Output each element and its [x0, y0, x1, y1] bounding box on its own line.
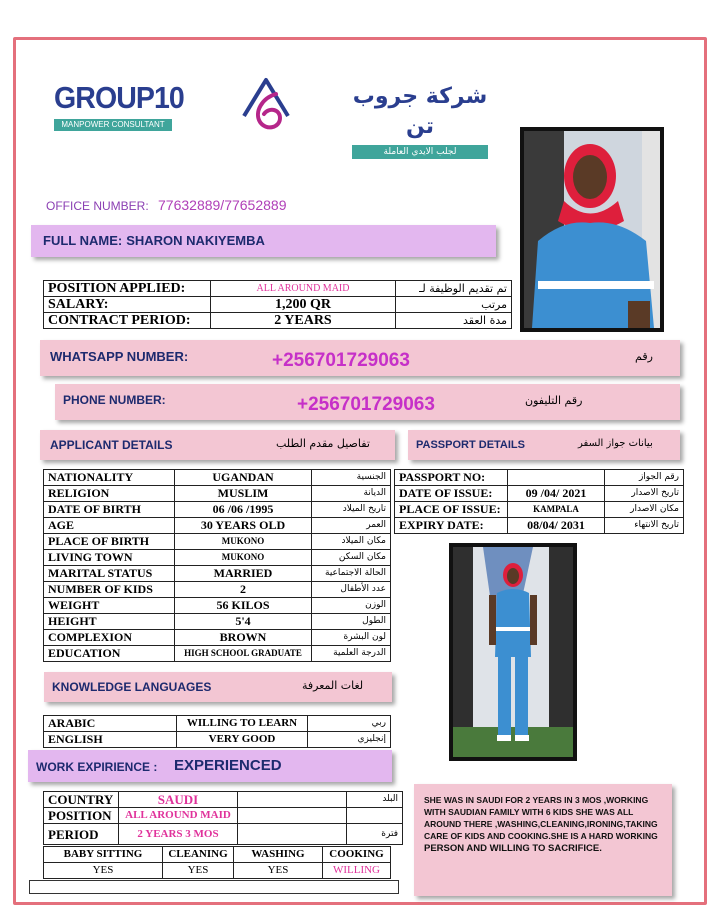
applicant-ar: الديانة [312, 486, 391, 502]
skill-header: WASHING [234, 847, 323, 863]
passport-details-title: PASSPORT DETAILS [416, 439, 525, 451]
applicant-table [43, 469, 391, 662]
phone-value: +256701729063 [297, 394, 435, 415]
applicant-label: COMPLEXION [44, 630, 175, 646]
table-row [44, 863, 391, 879]
applicant-value: BROWN [175, 630, 312, 646]
contract-label: CONTRACT PERIOD: [44, 313, 211, 329]
office-number-value: 77632889/77652889 [158, 197, 287, 213]
work-empty-cell [238, 808, 347, 824]
passport-value [508, 470, 605, 486]
applicant-value: 30 YEARS OLD [175, 518, 312, 534]
applicant-value: 06 /06 /1995 [175, 502, 312, 518]
table-row [44, 630, 391, 646]
arabic-tagline: لجلب الايدي العاملة [352, 145, 488, 159]
applicant-value: MUKONO [175, 534, 312, 550]
work-position-label: POSITION [44, 808, 119, 824]
skill-header: COOKING [323, 847, 391, 863]
empty-signature-box [29, 880, 399, 894]
applicant-value: 2 [175, 582, 312, 598]
table-row [44, 847, 391, 863]
skill-value: YES [234, 863, 323, 879]
whatsapp-bar [40, 340, 680, 376]
language-arabic-level: WILLING TO LEARN [177, 716, 308, 732]
applicant-value: UGANDAN [175, 470, 312, 486]
passport-table [394, 469, 684, 534]
passport-ar: تاريخ الاصدار [605, 486, 684, 502]
languages-title: KNOWLEDGE LANGUAGES [52, 680, 212, 694]
position-value: ALL AROUND MAID [211, 281, 396, 297]
applicant-label: HEIGHT [44, 614, 175, 630]
applicant-label: EDUCATION [44, 646, 175, 662]
applicant-details-title: APPLICANT DETAILS [50, 438, 173, 452]
applicant-label: NUMBER OF KIDS [44, 582, 175, 598]
passport-details-title-ar: بيانات جواز السفر [578, 438, 653, 449]
position-ar: تم تقديم الوظيفة لـ [396, 281, 512, 297]
skill-value: WILLING [323, 863, 391, 879]
work-position-value: ALL AROUND MAID [119, 808, 238, 824]
table-row [44, 534, 391, 550]
full-name-label: FULL NAME: [43, 233, 123, 248]
table-row [44, 281, 512, 297]
passport-ar: تاريخ الانتهاء [605, 518, 684, 534]
applicant-ar: تاريخ الميلاد [312, 502, 391, 518]
table-row [44, 486, 391, 502]
applicant-label: PLACE OF BIRTH [44, 534, 175, 550]
table-row [44, 313, 512, 329]
table-row [44, 297, 512, 313]
group10-tagline: MANPOWER CONSULTANT [54, 119, 172, 131]
table-row [44, 502, 391, 518]
work-table [43, 791, 403, 845]
contract-ar: مدة العقد [396, 313, 512, 329]
table-row [44, 566, 391, 582]
whatsapp-ar: رقم [635, 350, 653, 363]
work-position-ar [347, 808, 403, 824]
skills-table [43, 846, 391, 879]
group10-wordmark: GROUP10 [54, 80, 184, 115]
applicant-label: AGE [44, 518, 175, 534]
phone-bar [55, 384, 680, 420]
skill-value: YES [44, 863, 163, 879]
phone-ar: رقم التليفون [525, 394, 583, 407]
portrait-illustration [524, 131, 660, 328]
passport-label: PASSPORT NO: [395, 470, 508, 486]
table-row [44, 470, 391, 486]
applicant-value: 56 KILOS [175, 598, 312, 614]
passport-ar: رقم الجواز [605, 470, 684, 486]
applicant-details-title-ar: تفاصيل مقدم الطلب [276, 437, 370, 450]
work-experience-value: EXPERIENCED [174, 757, 282, 774]
work-country-value: SAUDI [119, 792, 238, 808]
table-row [395, 518, 684, 534]
applicant-label: MARITAL STATUS [44, 566, 175, 582]
passport-label: EXPIRY DATE: [395, 518, 508, 534]
passport-value: KAMPALA [508, 502, 605, 518]
passport-label: DATE OF ISSUE: [395, 486, 508, 502]
table-row [44, 646, 391, 662]
skill-value: YES [163, 863, 234, 879]
applicant-label: DATE OF BIRTH [44, 502, 175, 518]
applicant-label: RELIGION [44, 486, 175, 502]
applicant-details-header [40, 430, 395, 460]
table-row [44, 824, 403, 845]
salary-label: SALARY: [44, 297, 211, 313]
contract-value: 2 YEARS [211, 313, 396, 329]
full-name-value: SHARON NAKIYEMBA [126, 233, 265, 248]
office-number-label: OFFICE NUMBER: [46, 199, 149, 213]
skill-header: BABY SITTING [44, 847, 163, 863]
applicant-ar: الدرجة العلمية [312, 646, 391, 662]
applicant-value: HIGH SCHOOL GRADUATE [175, 646, 312, 662]
table-row [44, 792, 403, 808]
language-english-ar: إنجليزي [308, 732, 391, 748]
notes-text: SHE WAS IN SAUDI FOR 2 YEARS IN 3 MOS ,WORKING WITH SAUDIAN FAMILY WITH 6 KIDS SHE WAS ALL AROUND THERE ,WASHING,CLEANING,IRONING,TAKING CARE OF KIDS AND COOKING.SHE IS A HARD WORKING [424, 795, 658, 841]
position-label: POSITION APPLIED: [44, 281, 211, 297]
applicant-label: WEIGHT [44, 598, 175, 614]
table-row [44, 732, 391, 748]
applicant-ar: الطول [312, 614, 391, 630]
group10-logo [54, 80, 184, 132]
full-body-illustration [453, 547, 573, 757]
applicant-ar: الحالة الاجتماعية [312, 566, 391, 582]
applicant-value: MARRIED [175, 566, 312, 582]
applicant-ar: مكان الميلاد [312, 534, 391, 550]
applicant-ar: الجنسية [312, 470, 391, 486]
applicant-label: LIVING TOWN [44, 550, 175, 566]
whatsapp-value: +256701729063 [272, 350, 410, 371]
applicant-ar: العمر [312, 518, 391, 534]
work-experience-bar [28, 750, 392, 782]
notes-text-end: PERSON AND WILLING TO SACRIFICE. [424, 843, 602, 854]
work-period-value: 2 YEARS 3 MOS [119, 824, 238, 845]
work-period-label: PERIOD [44, 824, 119, 845]
applicant-ar: الوزن [312, 598, 391, 614]
passport-ar: مكان الاصدار [605, 502, 684, 518]
passport-value: 09 /04/ 2021 [508, 486, 605, 502]
applicant-ar: مكان السكن [312, 550, 391, 566]
table-row [44, 598, 391, 614]
work-country-ar: البلد [347, 792, 403, 808]
table-row [395, 502, 684, 518]
portrait-photo [520, 127, 664, 332]
table-row [395, 486, 684, 502]
passport-details-header [408, 430, 680, 460]
applicant-value: MUSLIM [175, 486, 312, 502]
passport-value: 08/04/ 2031 [508, 518, 605, 534]
skill-header: CLEANING [163, 847, 234, 863]
passport-label: PLACE OF ISSUE: [395, 502, 508, 518]
full-body-photo [449, 543, 577, 761]
language-english-level: VERY GOOD [177, 732, 308, 748]
table-row [44, 550, 391, 566]
table-row [44, 614, 391, 630]
applicant-ar: عدد الأطفال [312, 582, 391, 598]
notes-box [414, 784, 672, 896]
work-period-ar: فترة [347, 824, 403, 845]
full-name-bar [31, 225, 496, 257]
salary-ar: مرتب [396, 297, 512, 313]
work-experience-label: WORK EXPIRIENCE : [36, 760, 158, 774]
languages-header [44, 672, 392, 702]
arabic-logo [352, 82, 488, 157]
applicant-label: NATIONALITY [44, 470, 175, 486]
languages-title-ar: لغات المعرفة [302, 679, 364, 692]
languages-table [43, 715, 391, 748]
applicant-value: MUKONO [175, 550, 312, 566]
position-table [43, 280, 512, 329]
language-arabic-ar: ربي [308, 716, 391, 732]
table-row [44, 716, 391, 732]
table-row [44, 582, 391, 598]
salary-value: 1,200 QR [211, 297, 396, 313]
arabic-company-name: شركة جروب تن [352, 84, 488, 139]
phone-label: PHONE NUMBER: [63, 393, 166, 407]
language-english: ENGLISH [44, 732, 177, 748]
table-row [395, 470, 684, 486]
work-country-label: COUNTRY [44, 792, 119, 808]
whatsapp-label: WHATSAPP NUMBER: [50, 349, 189, 364]
table-row [44, 808, 403, 824]
table-row [44, 518, 391, 534]
office-number [46, 197, 286, 213]
work-empty-cell [238, 824, 347, 845]
work-empty-cell [238, 792, 347, 808]
language-arabic: ARABIC [44, 716, 177, 732]
applicant-ar: لون البشرة [312, 630, 391, 646]
applicant-value: 5'4 [175, 614, 312, 630]
6-drop-logo-icon [238, 76, 294, 132]
